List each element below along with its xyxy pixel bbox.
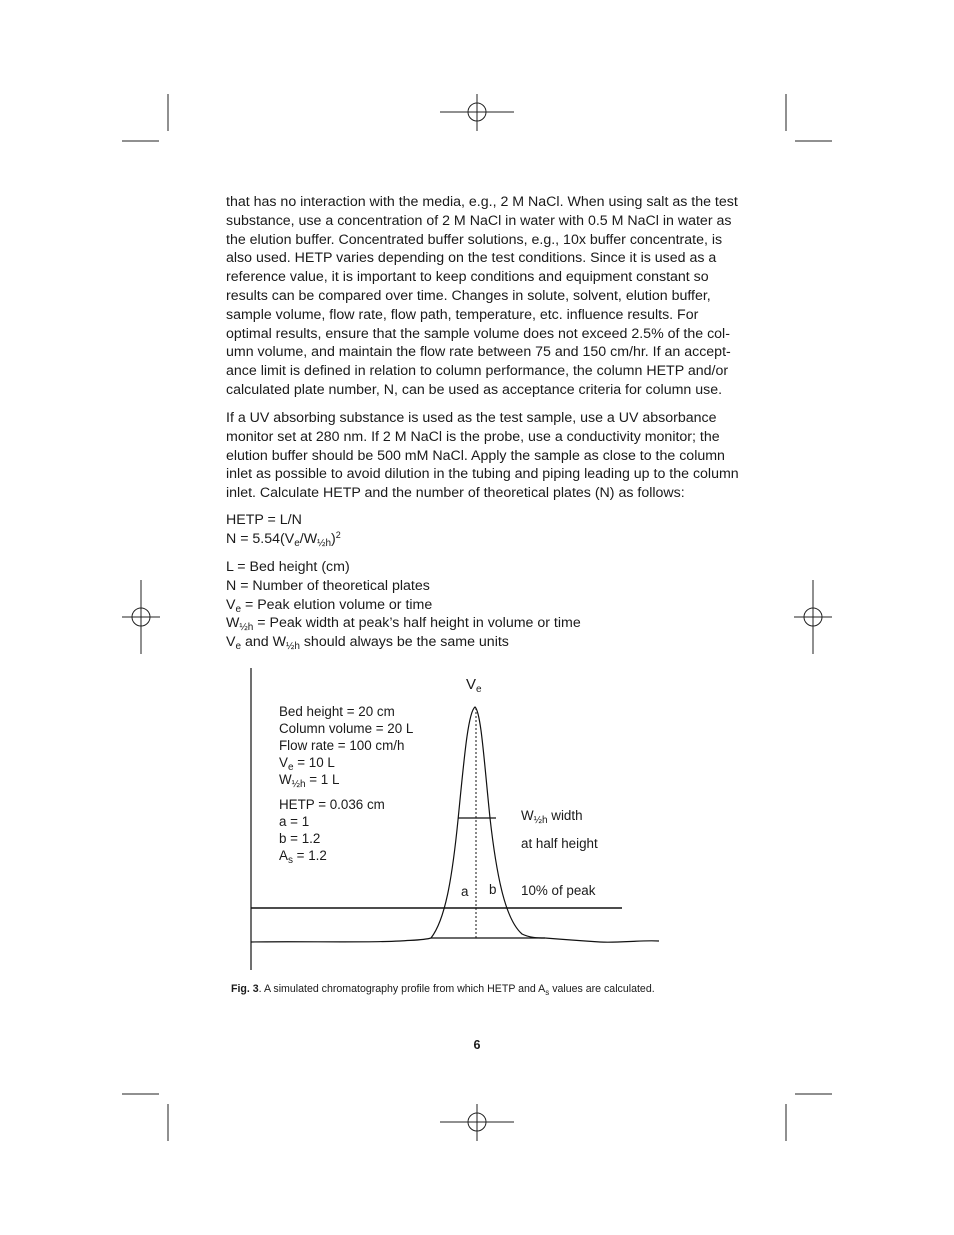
hetp-formula: HETP = L/N — [226, 512, 302, 528]
param-a: a = 1 — [279, 814, 310, 829]
definition-n: N = Number of theoretical plates — [226, 577, 430, 594]
definition-l: L = Bed height (cm) — [226, 559, 350, 575]
b-label: b — [489, 882, 497, 897]
baseline-trace-left — [251, 938, 431, 942]
a-label: a — [461, 884, 469, 899]
at-half-height-label: at half height — [521, 836, 598, 851]
param-w-half-h: $W_{\frac{1}{2}h} = 1$ L — [279, 772, 340, 790]
page-number: 6 — [473, 1038, 481, 1052]
param-b: b = 1.2 — [279, 831, 321, 846]
ten-percent-label: 10% of peak — [521, 883, 596, 898]
param-as: $A_s = 1.2$ — [279, 848, 327, 866]
peak-ve-label: $V_e$ — [466, 676, 482, 695]
param-hetp: HETP = 0.036 cm — [279, 797, 385, 812]
figure-parameters — [279, 703, 413, 864]
body-paragraph-2: If a UV absorbing substance is used as the test sample, use a UV absorbance monitor set at 280 nm. If 2 M NaCl is the probe, use a conductivity monitor; the elution buffer should be 500 mM NaCl. Apply the sample as close to the column inlet as possible to avoid dilution in the tubing and piping leading up to the column inlet. Calculate HETP and the number of theoretical plates (N) as follows: — [226, 410, 739, 502]
baseline-trace-right — [545, 938, 659, 942]
param-bed-height: Bed height = 20 cm — [279, 704, 395, 719]
width-half-height-label: $W_{\frac{1}{2}h}$ width — [521, 808, 583, 826]
definition-ve: $V_e$ = Peak elution volume or time — [226, 596, 433, 615]
definition-units: $V_e$ and $W_{\frac{1}{2}h}$ should always be the same units — [226, 634, 509, 653]
param-column-volume: Column volume = 20 L — [279, 721, 414, 736]
plate-number-formula: $N = 5.54(V_e/W_{\frac{1}{2}h})^2$ — [226, 530, 341, 549]
figure-caption: Fig. 3. A simulated chromatography profile from which HETP and $A_s$ values are calculated. — [231, 983, 655, 997]
param-ve: $V_e = 10$ L — [279, 755, 335, 773]
definition-w-half-h: $W_{\frac{1}{2}h}$ = Peak width at peak’s half height in volume or time — [226, 615, 581, 634]
body-paragraph-1: that has no interaction with the media, e.g., 2 M NaCl. When using salt as the test substance, use a concentration of 2 M NaCl in water with 0.5 M NaCl in water as the elution buffer. Concentrated buffer solutions, e.g., 10x buffer concentrate, is also used. HETP varies depending on the test conditions. Since it is used as a reference value, it is important to keep conditions and equipment constant so results can be compared over time. Changes in solute, solvent, elution buffer, sample volume, flow rate, flow path, temperature, etc. influence results. For optimal results, ensure that the sample volume does not exceed 2.5% of the col- umn volume, and maintain the flow rate between 75 and 150 cm/hr. If an accept- ance limit is defined in relation to column performance, the column HETP and/or calculated plate number, N, can be used as acceptance criteria for column use. — [226, 194, 738, 398]
param-flow-rate: Flow rate = 100 cm/h — [279, 738, 405, 753]
